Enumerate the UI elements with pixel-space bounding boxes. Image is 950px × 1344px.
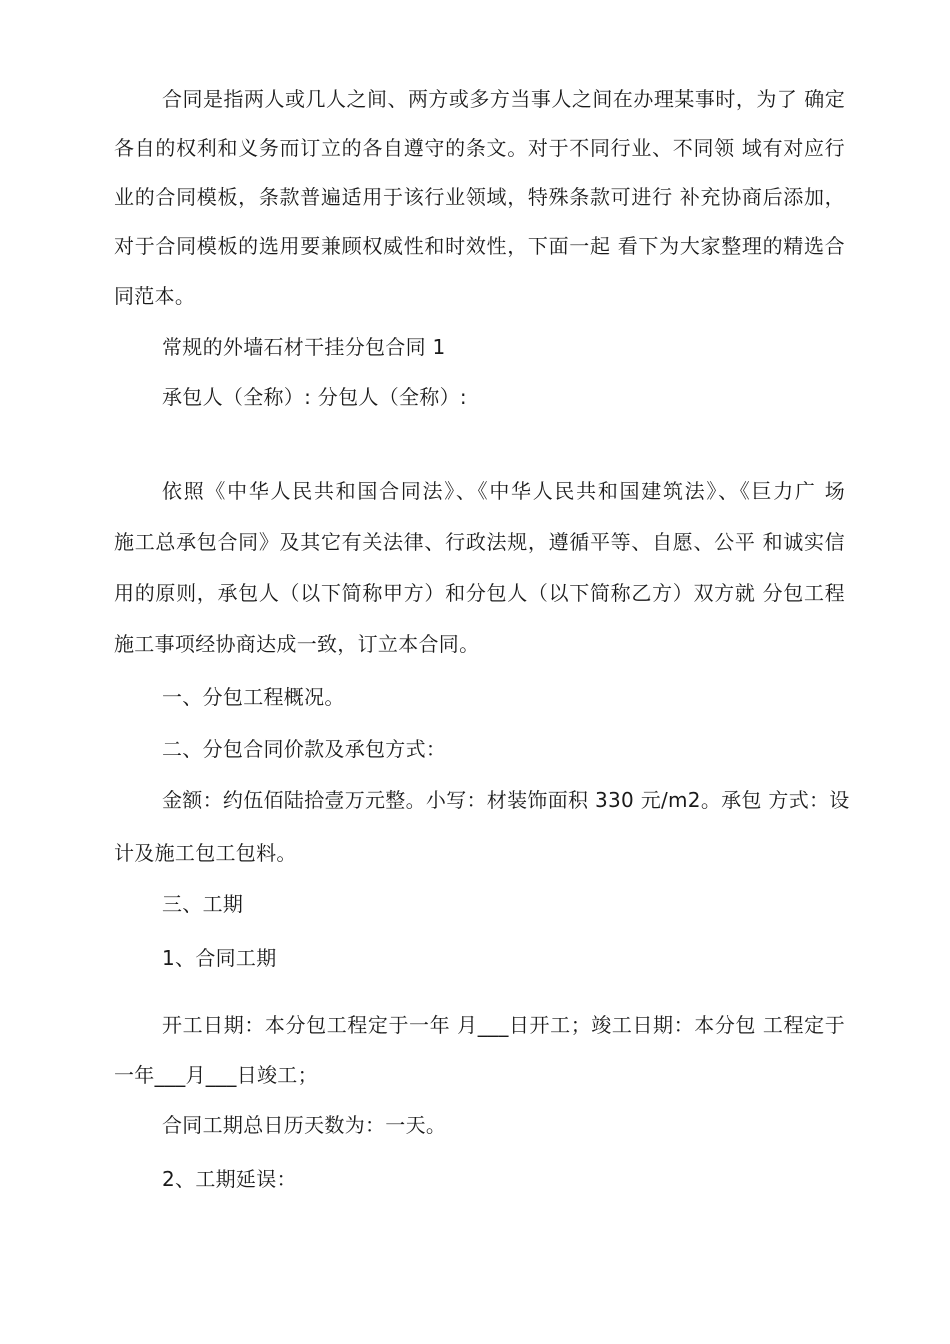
- section-2-heading: 二、分包合同价款及承包方式：: [162, 737, 447, 761]
- basis-line-2: 施工总承包合同》及其它有关法律、行政法规，遵循平等、自愿、公平 和诚实信: [114, 530, 845, 554]
- section-3-heading: 三、工期: [162, 892, 244, 916]
- parties-line: 承包人（全称）: 分包人（全称）:: [162, 385, 467, 409]
- dates-line-2: 一年___月___日竣工；: [114, 1063, 318, 1087]
- intro-line-1: 合同是指两人或几人之间、两方或多方当事人之间在办理某事时，为了 确定: [162, 87, 845, 111]
- subsection-1-heading: 1、合同工期: [162, 946, 277, 970]
- intro-line-3: 业的合同模板，条款普遍适用于该行业领域，特殊条款可进行 补充协商后添加，: [114, 185, 845, 209]
- intro-line-5: 同范本。: [114, 284, 196, 308]
- basis-line-1: 依照《中华人民共和国合同法》、《中华人民共和国建筑法》、《巨力广 场: [162, 479, 845, 503]
- basis-line-3: 用的原则，承包人（以下简称甲方）和分包人（以下简称乙方）双方就 分包工程: [114, 581, 845, 605]
- intro-line-4: 对于合同模板的选用要兼顾权威性和时效性，下面一起 看下为大家整理的精选合: [114, 234, 845, 258]
- basis-line-4: 施工事项经协商达成一致，订立本合同。: [114, 632, 480, 656]
- subsection-2-heading: 2、工期延误：: [162, 1167, 297, 1191]
- total-days-line: 合同工期总日历天数为：一天。: [162, 1113, 447, 1137]
- contract-title: 常规的外墙石材干挂分包合同 1: [162, 335, 446, 359]
- amount-line-2: 计及施工包工包料。: [114, 841, 297, 865]
- amount-line-1: 金额：约伍佰陆拾壹万元整。小写：材装饰面积 330 元/m2。承包 方式：设: [162, 788, 850, 812]
- dates-line-1: 开工日期：本分包工程定于一年 月___日开工；竣工日期：本分包 工程定于: [162, 1013, 845, 1037]
- section-1-heading: 一、分包工程概况。: [162, 685, 345, 709]
- intro-line-2: 各自的权利和义务而订立的各自遵守的条文。对于不同行业、不同领 域有对应行: [114, 136, 845, 160]
